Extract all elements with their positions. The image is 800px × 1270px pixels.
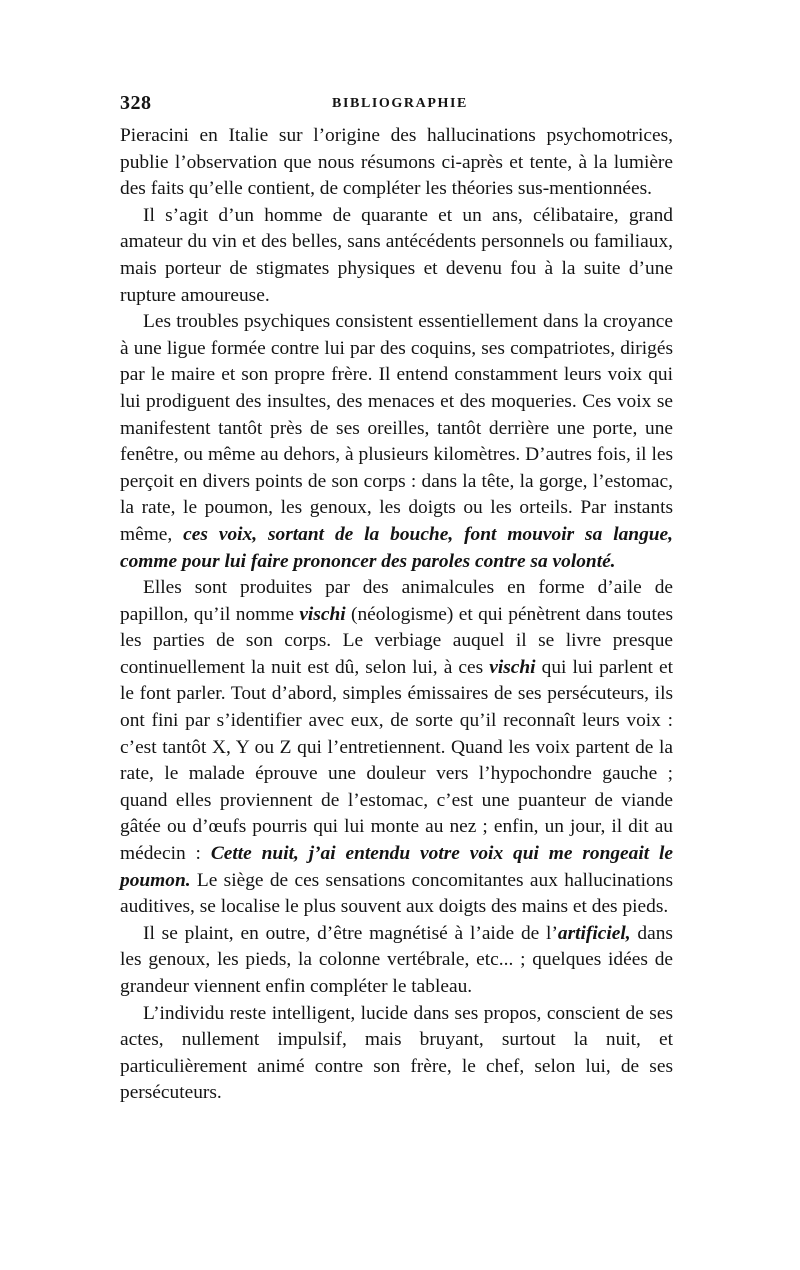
- text-run: (néologisme) et qui pénètrent dans toutes les parties de son corps. Le verbiage auquel il se livre presque continuellement la nuit est dû, selon lui, à ces: [120, 603, 674, 678]
- paragraph: [120, 203, 673, 309]
- page-number: 328: [120, 92, 152, 114]
- paragraph: [120, 309, 673, 575]
- text-run: qui lui parlent et le font parler. Tout d’abord, simples émissaires de ses persécuteurs, ils ont fini par s’identifier avec eux, de sorte qu’il reconnaît leurs voix : c’est tantôt X, Y ou Z qui l’entretiennent. Quand les voix partent de la rate, le malade éprouve une douleur vers l’hypochondre gauche ; quand elles proviennent de l’estomac, c’est une puanteur de viande gâtée ou d’œufs pourris qui lui monte au nez ; enfin, un jour, il dit au médecin :: [120, 656, 673, 865]
- italic-run: vischi: [299, 603, 346, 625]
- text-run: dans les genoux, les pieds, la colonne vertébrale, etc... ; quelques idées de grandeur viennent enfin compléter le tableau.: [120, 922, 673, 997]
- text-run: Le siège de ces sensations concomitantes aux hallucinations auditives, se localise le plus souvent aux doigts des mains et des pieds.: [120, 869, 673, 918]
- italic-run: artificiel,: [557, 922, 631, 944]
- text-run: Il se plaint, en outre, d’être magnétisé à l’aide de l’: [143, 922, 558, 944]
- italic-run: Cette nuit, j’ai entendu votre voix qui me rongeait le poumon.: [120, 843, 673, 891]
- body-text: [120, 123, 673, 1107]
- running-head: [120, 92, 680, 120]
- text-run: Il s’agit d’un homme de quarante et un ans, célibataire, grand amateur du vin et des belles, sans antécédents personnels ou familiaux, mais porteur de stigmates physiques et devenu fou à la suite d’une rupture amoureuse.: [120, 204, 673, 306]
- text-run: Elles sont produites par des animalcules en forme d’aile de papillon, qu’il nomme: [120, 577, 673, 625]
- text-run: Les troubles psychiques consistent essentiellement dans la croyance à une ligue formée contre lui par des coquins, ses compatriotes, dirigés par le maire et son propre frère. Il entend constamment leurs voix qui lui prodiguent des insultes, des menaces et des moqueries. Ces voix se manifestent tantôt près de ses oreilles, tantôt derrière une porte, une fenêtre, ou même au dehors, à plusieurs kilomètres. D’autres fois, il les perçoit en divers points de son corps : dans la tête, la gorge, l’estomac, la rate, le poumon, les genoux, les doigts ou les orteils. Par instants même,: [120, 311, 673, 545]
- paragraph: [120, 123, 673, 203]
- section-title: BIBLIOGRAPHIE: [332, 96, 468, 111]
- text-run: L’individu reste intelligent, lucide dans ses propos, conscient de ses actes, nullement impulsif, mais bruyant, surtout la nuit, et particulièrement animé contre son frère, le chef, selon lui, de ses persécuteurs.: [120, 1002, 673, 1104]
- paragraph: [120, 921, 673, 1001]
- italic-run: vischi: [489, 656, 536, 678]
- paragraph: [120, 1001, 673, 1107]
- paragraph: [120, 575, 673, 921]
- text-run: Pieracini en Italie sur l’origine des hallucinations psychomotrices, publie l’observation que nous résumons ci-après et tente, à la lumière des faits qu’elle contient, de compléter les théories sus-mentionnées.: [120, 125, 673, 200]
- italic-run: ces voix, sortant de la bouche, font mouvoir sa langue, comme pour lui faire prononcer des paroles contre sa volonté.: [120, 523, 674, 572]
